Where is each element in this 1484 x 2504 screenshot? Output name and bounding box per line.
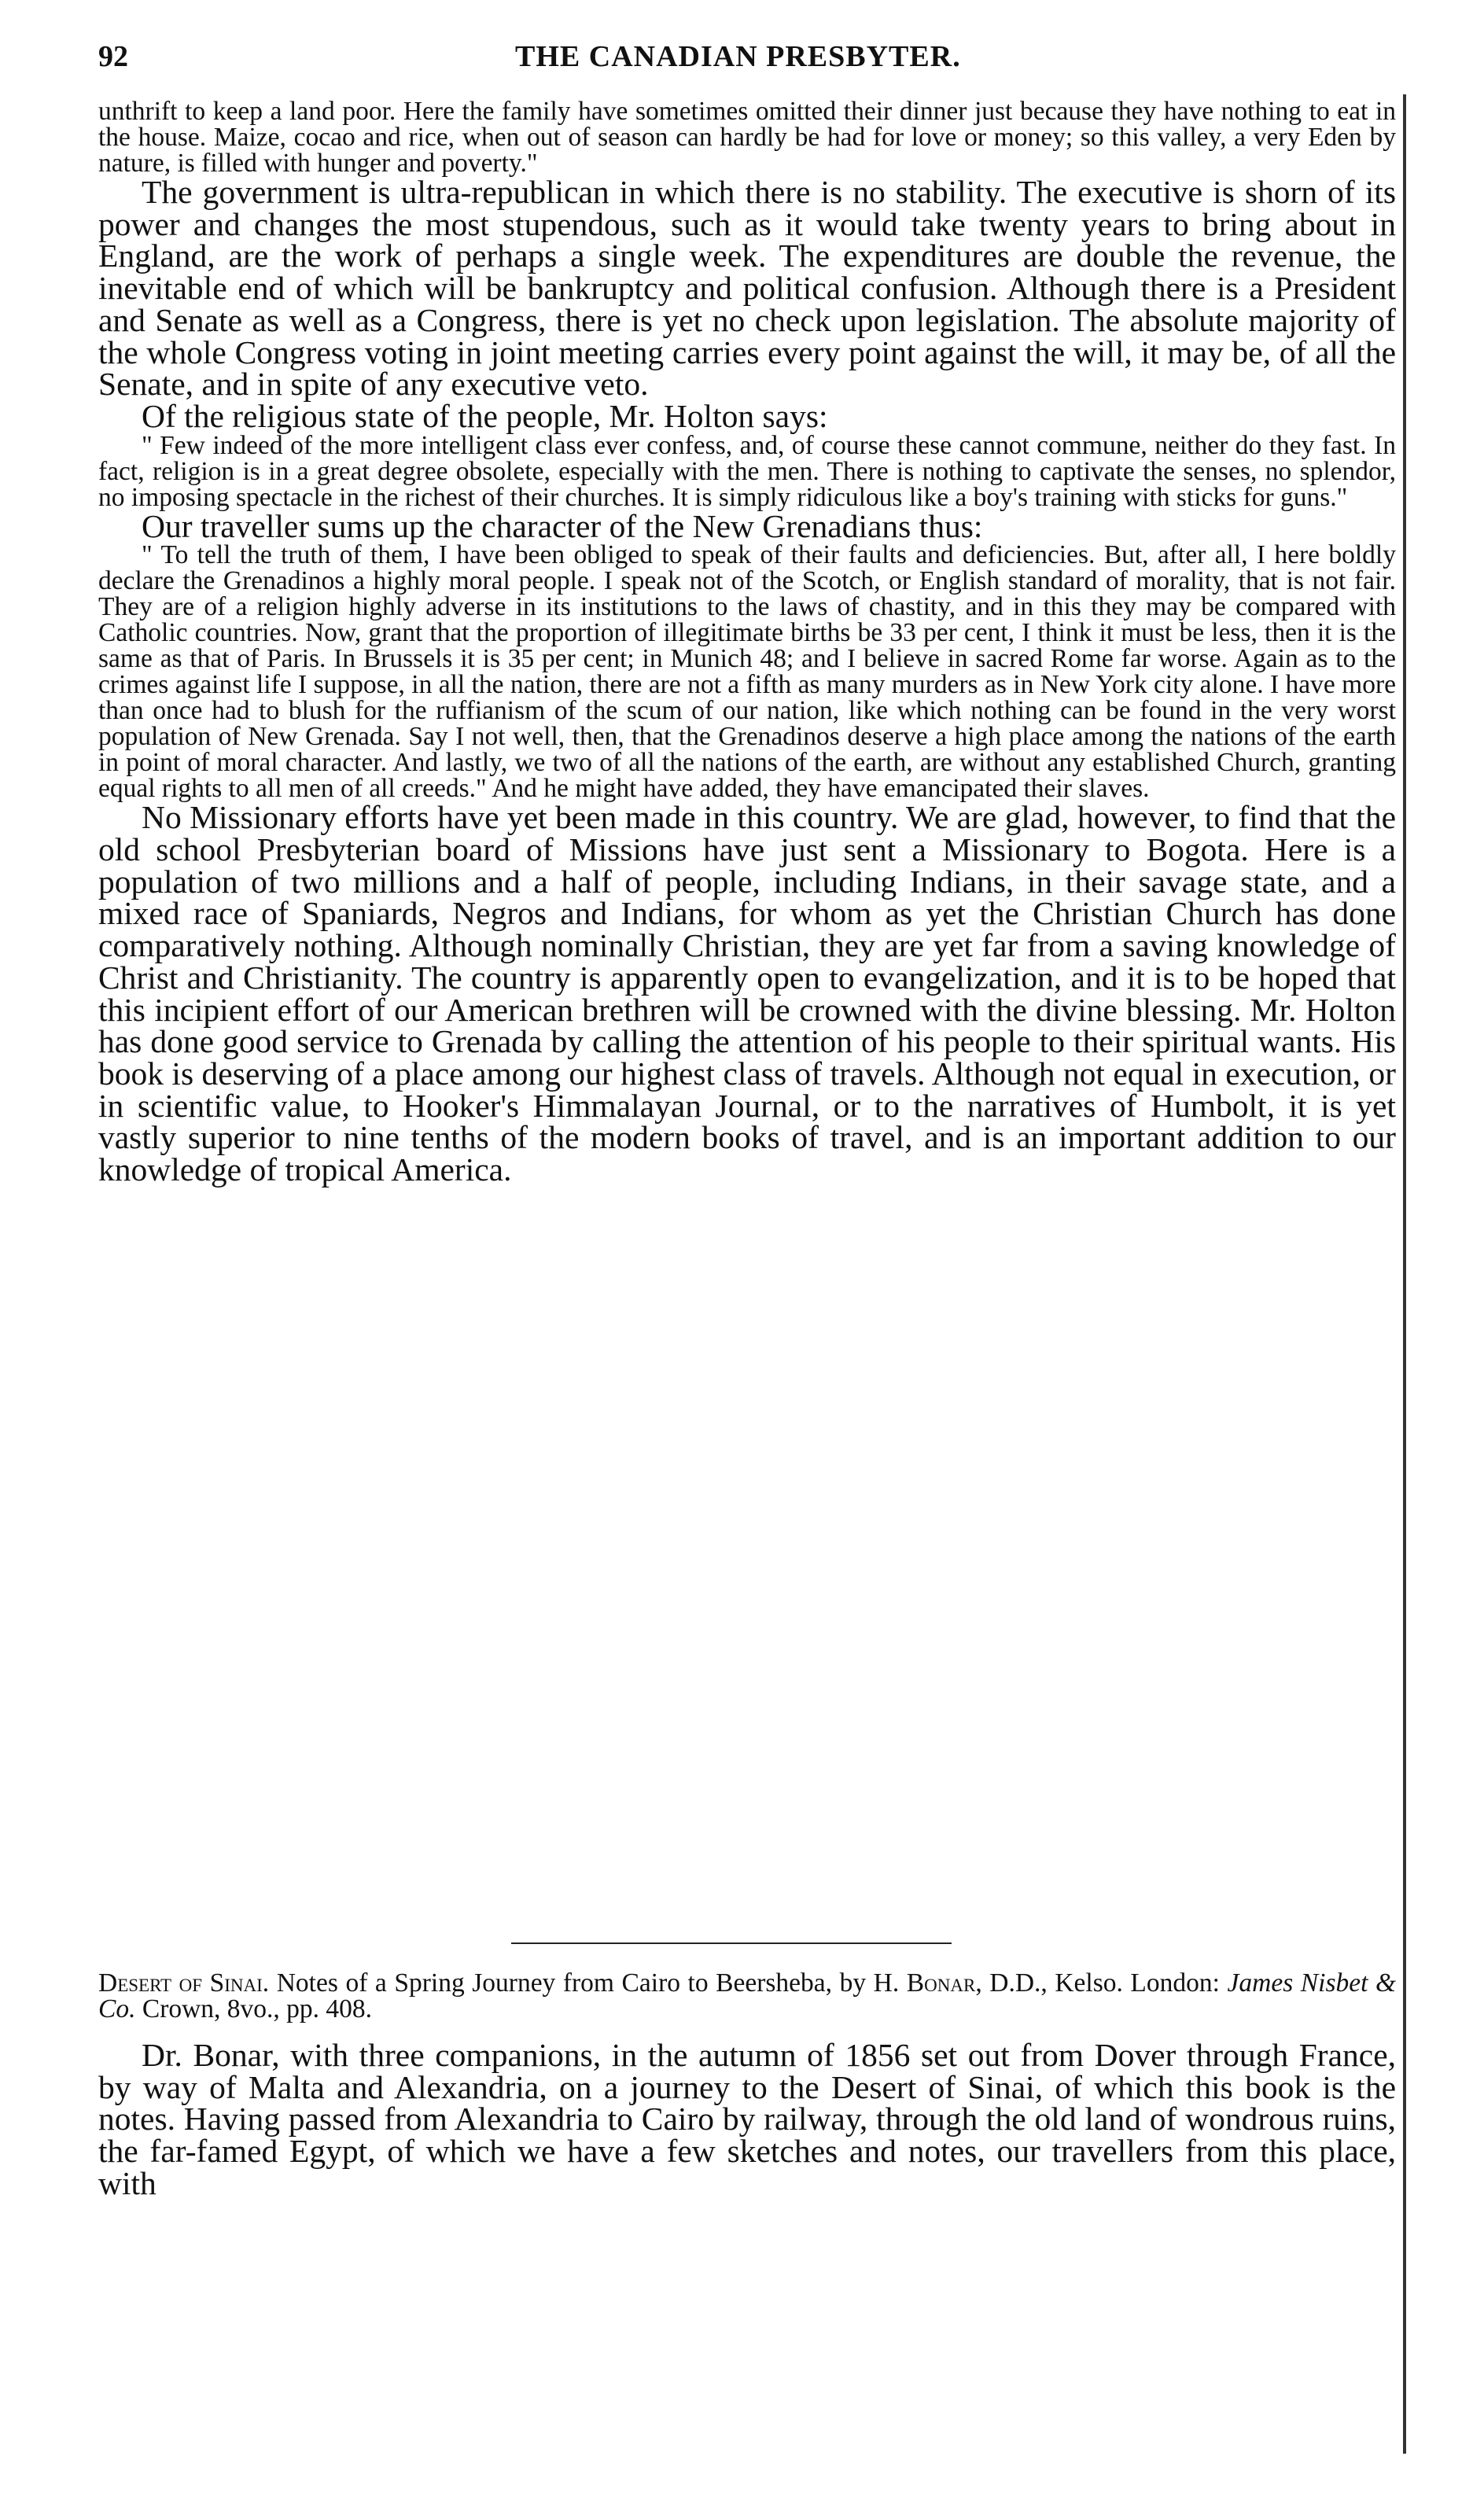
paragraph-government: The government is ultra-republican in which there is no stability. The executive is shorn of its power and changes the most stupendous, such as it would take twenty years to bring about in England, are the work of perhaps a single week. The expenditures are double the revenue, the inevitable end of which will be bankruptcy and political confusion. Although there is a President and Senate as well as a Congress, there is yet no check upon legislation. The absolute majority of the whole Congress voting in joint meeting carries every point against the will, it may be, of all the Senate, and in spite of any executive veto. <box>98 174 1396 403</box>
review-publisher: James Nisbet & Co. <box>98 1968 1397 2023</box>
page-edge-shadow <box>1403 94 1406 2454</box>
review-citation-2: D.D., Kelso. London: <box>989 1968 1220 1998</box>
page-header <box>98 39 1396 87</box>
review-heading <box>98 1970 1396 2022</box>
review-citation-1: Notes of a Spring Journey from Cairo to Beersheba, by <box>276 1968 867 1998</box>
quote-continuation: unthrift to keep a land poor. Here the family have sometimes omitted their dinner just because they have nothing to eat in the house. Maize, cocao and rice, when out of season can hardly be had for love or money; so this valley, a very Eden by nature, is filled with hunger and poverty." <box>98 97 1396 178</box>
section-divider <box>511 1942 952 1944</box>
paragraph-religious-intro: Of the religious state of the people, Mr. Holton says: <box>142 397 828 434</box>
review-title: Desert of Sinai. <box>98 1968 270 1998</box>
running-head: THE CANADIAN PRESBYTER. <box>515 40 961 73</box>
quote-religion: " Few indeed of the more intelligent class ever confess, and, of course these cannot commune, neither do they fast. In fact, religion is in a great degree obsolete, especially with the men. There is nothing to captivate the senses, no splendor, no imposing spectacle in the richest of their churches. It is simply ridiculous like a boy's training with sticks for guns." <box>98 430 1396 512</box>
quote-character: " To tell the truth of them, I have been obliged to speak of their faults and deficiencies. But, after all, I here boldly declare the Grenadinos a highly moral people. I speak not of the Scotch, or English standard of morality, that is not fair. They are of a religion highly adverse in its institutions to the laws of chastity, and in this they may be compared with Catholic countries. Now, grant that the proportion of illegitimate births be 33 per cent, I think it must be less, then it is the same as that of Paris. In Brussels it is 35 per cent; in Munich 48; and I believe in sacred Rome far worse. Again as to the crimes against life I suppose, in all the nation, there are not a fifth as many murders as in New York city alone. I have more than once had to blush for the ruffianism of the scum of our nation, like which nothing can be found in the very worst population of New Grenada. Say I not well, then, that the Grenadinos deserve a high place among the nations of the earth in point of moral character. And lastly, we two of all the nations of the earth, are without any established Church, granting equal rights to all men of all creeds." And he might have added, they have emancipated their slaves. <box>98 540 1396 804</box>
paragraph-character-intro: Our traveller sums up the character of the New Grenadians thus: <box>142 507 983 544</box>
review-author: H. Bonar, <box>873 1968 982 1998</box>
review-citation-3: Crown, 8vo., pp. 408. <box>142 1994 373 2023</box>
article-body-1 <box>98 98 1396 1186</box>
paragraph-bonar: Dr. Bonar, with three companions, in the autumn of 1856 set out from Dover through France, by way of Malta and Alexandria, on a journey to the Desert of Sinai, of which this book is the notes. Having passed from Alexandria to Cairo by railway, through the old land of wondrous ruins, the far-famed Egypt, of which we have a few sketches and notes, our travellers from this place, with <box>98 2037 1396 2201</box>
review-block <box>98 1970 1396 2200</box>
page-number: 92 <box>98 40 128 73</box>
paragraph-missionary: No Missionary efforts have yet been made in this country. We are glad, however, to find that the old school Presbyterian board of Missions have just sent a Missionary to Bogota. Here is a population of two millions and a half of people, including Indians, in their savage state, and a mixed race of Spaniards, Negros and Indians, for whom as yet the Christian Church has done comparatively nothing. Although nominally Christian, they are yet far from a saving knowledge of Christ and Christianity. The country is apparently open to evangelization, and it is to be hoped that this incipient effort of our American brethren will be crowned with the divine blessing. Mr. Holton has done good service to Grenada by calling the attention of his people to their spiritual wants. His book is deserving of a place among our highest class of travels. Although not equal in execution, or in scientific value, to Hooker's Himmalayan Journal, or to the narratives of Humbolt, it is yet vastly superior to nine tenths of the modern books of travel, and is an important addition to our knowledge of tropical America. <box>98 799 1396 1188</box>
